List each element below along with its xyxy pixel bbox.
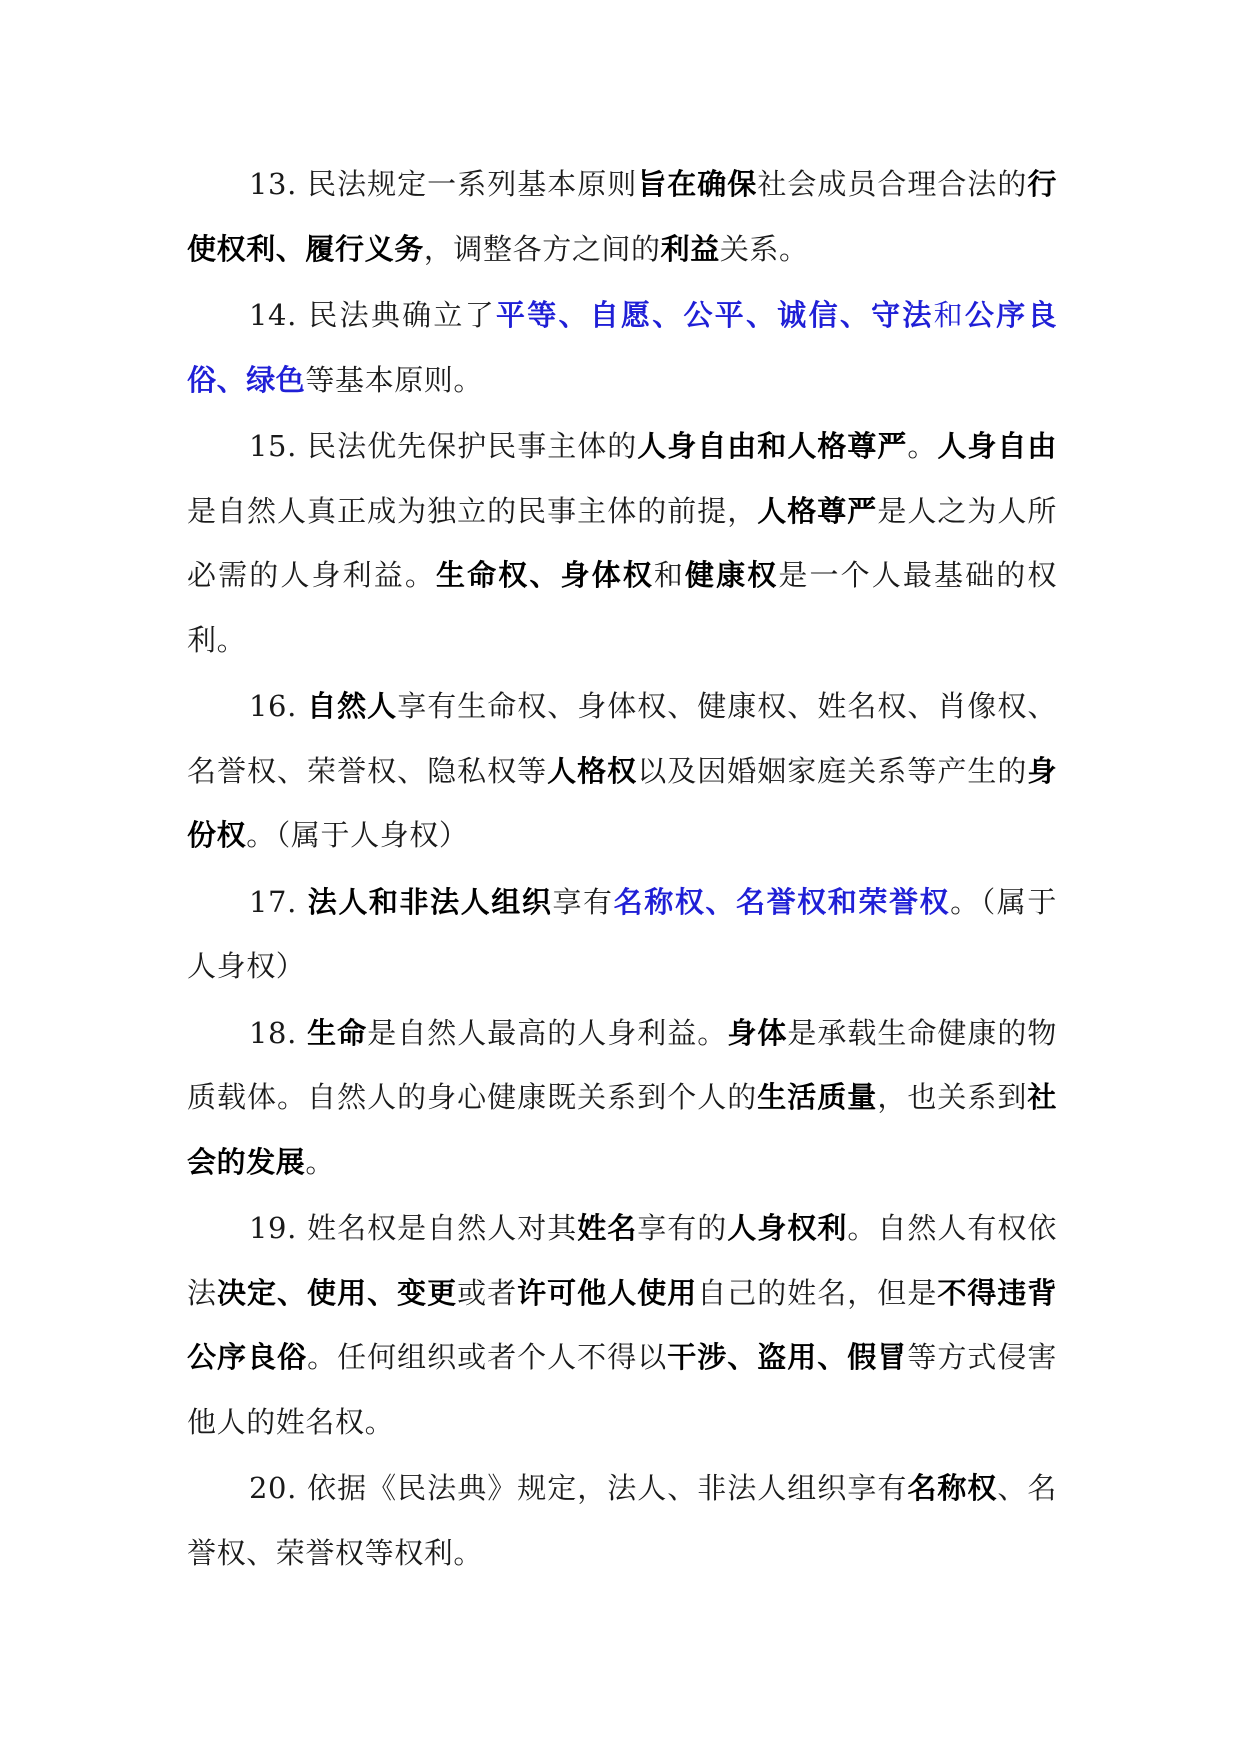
paragraph-13 <box>187 152 1057 281</box>
paragraph-16 <box>187 674 1057 868</box>
bold-term: 利益 <box>660 231 720 266</box>
bold-term: 决定、使用、变更 <box>217 1275 458 1310</box>
bold-term: 社会的发展 <box>187 1080 1057 1179</box>
text: 13. 民法规定一系列基本原则 <box>249 167 638 201</box>
bold-term: 人身自由 <box>937 429 1058 463</box>
text: 。任何组织或者个人不得以 <box>307 1340 668 1374</box>
bold-term: 干涉、盗用、假冒 <box>667 1340 908 1374</box>
bold-term: 生命权、身体权 <box>436 558 654 592</box>
bold-term: 行使权利、履行义务 <box>187 167 1058 266</box>
bold-term: 健康权 <box>685 558 779 592</box>
blue-bold-term: 平等、自愿、公平、诚信、守法 <box>495 298 934 332</box>
text: 14. 民法典确立了 <box>249 298 496 332</box>
text: ，也关系到 <box>877 1080 1028 1114</box>
text: 18. <box>249 1015 308 1050</box>
text: 和 <box>653 558 685 592</box>
text: 关系。 <box>719 231 809 266</box>
text: 等方式侵害他人的姓名权。 <box>187 1340 1057 1439</box>
text: 自己的姓名，但是 <box>697 1275 938 1310</box>
text: 享有生命权、身体权、健康权、姓名权、肖像权、名誉权、荣誉权、隐私权等 <box>187 689 1057 788</box>
blue-text: 和 <box>933 298 965 332</box>
bold-term: 身份权 <box>187 753 1057 852</box>
text: 是自然人最高的人身利益。 <box>367 1015 728 1050</box>
text: 15. 民法优先保护民事主体的 <box>249 429 638 463</box>
text: 等基本原则。 <box>305 362 484 397</box>
document-page <box>187 152 1057 1587</box>
paragraph-17 <box>187 870 1057 999</box>
text: 。 <box>907 429 938 463</box>
bold-term: 生活质量 <box>757 1080 878 1114</box>
bold-term: 许可他人使用 <box>517 1275 698 1310</box>
bold-term: 不得违背公序良俗 <box>187 1275 1057 1374</box>
text: 。（属于人身权） <box>187 884 1057 983</box>
paragraph-19 <box>187 1196 1057 1454</box>
text: 以及因婚姻家庭关系等产生的 <box>637 753 1028 788</box>
text: 19. 姓名权是自然人对其 <box>249 1211 578 1245</box>
bold-term: 自然人 <box>307 689 398 723</box>
bold-term: 法人和非法人组织 <box>307 884 553 919</box>
text: 。 <box>305 1144 336 1179</box>
text: 享有的 <box>637 1211 728 1245</box>
text: 是承载生命健康的物质载体。自然人的身心健康既关系到个人的 <box>187 1015 1058 1114</box>
bold-term: 生命 <box>307 1015 368 1050</box>
text: 享有 <box>552 884 614 919</box>
paragraph-14 <box>187 283 1057 412</box>
text: ，调整各方之间的 <box>423 231 661 266</box>
paragraph-18 <box>187 1001 1057 1195</box>
bold-term: 人格权 <box>547 753 638 788</box>
paragraph-15 <box>187 414 1057 672</box>
text: 是自然人真正成为独立的民事主体的前提， <box>187 493 758 528</box>
text: 、名誉权、荣誉权等权利。 <box>187 1471 1057 1570</box>
text: 。（属于人身权） <box>246 818 469 852</box>
text: 是人之为人所必需的人身利益。 <box>187 493 1057 592</box>
bold-term: 人格尊严 <box>757 493 878 528</box>
bold-term: 人身权利 <box>727 1211 848 1245</box>
bold-term: 旨在确保 <box>637 167 758 201</box>
text: 。自然人有权依法 <box>187 1211 1058 1310</box>
bold-term: 人身自由和人格尊严 <box>637 429 908 463</box>
bold-term: 名称权 <box>907 1471 998 1505</box>
bold-term: 姓名 <box>577 1211 638 1245</box>
blue-bold-term: 公序良俗、绿色 <box>187 298 1057 397</box>
bold-term: 身体 <box>727 1015 788 1050</box>
text: 或者 <box>457 1275 518 1310</box>
blue-bold-term: 名称权、名誉权和荣誉权 <box>613 884 951 919</box>
text: 16. <box>249 689 308 723</box>
text: 社会成员合理合法的 <box>757 167 1028 201</box>
text: 是一个人最基础的权利。 <box>187 558 1057 657</box>
text: 20. 依据《民法典》规定，法人、非法人组织享有 <box>249 1471 908 1505</box>
paragraph-20 <box>187 1456 1057 1585</box>
text: 17. <box>249 884 308 919</box>
